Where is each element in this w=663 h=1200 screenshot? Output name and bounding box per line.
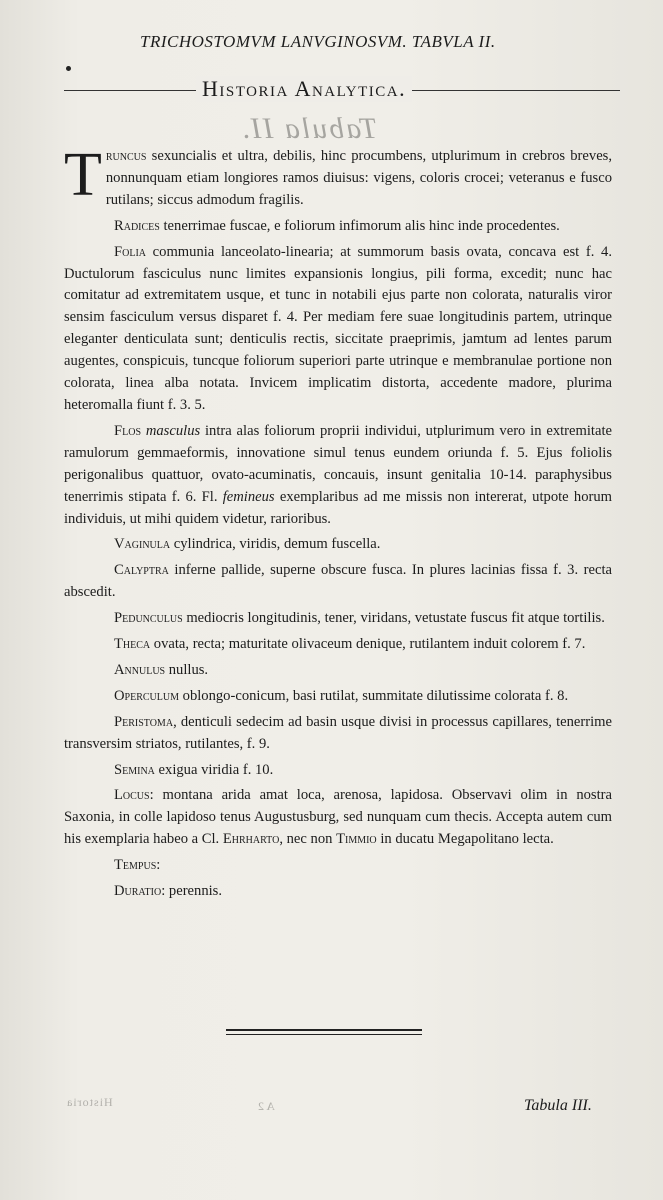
paragraph-text: mediocris longitudinis, tener, viridans, vetustate fuscus fit atque tortilis. [182, 610, 605, 627]
paragraph-head: Vaginula [114, 536, 171, 553]
drop-cap: T [64, 141, 102, 209]
paragraph-head: runcus [105, 148, 147, 164]
running-head: TRICHOSTOMVM LANVGINOSVM. TABVLA II. [140, 32, 496, 51]
bleed-through-footer: Historia [66, 1095, 113, 1109]
section-title: Historia Analytica. [196, 76, 412, 102]
paragraph-text: ovata, recta; maturitate olivaceum denique, rutilantem induit colorem f. 7. [150, 636, 586, 653]
rule-line-thick [226, 1029, 422, 1031]
paragraph-head: Annulus [114, 661, 166, 678]
paragraph-head: Flos [114, 422, 142, 439]
rule-line-thin [226, 1034, 422, 1035]
paragraph-head: Locus [114, 787, 150, 804]
bleed-through-text: Tabula II. [240, 112, 378, 145]
paragraph-head: Folia [114, 243, 146, 260]
paragraph-head: Radices [114, 217, 160, 234]
paragraph-text: communia lanceolato-linearia; at summorum basis ovata, concava est f. 4. Ductulorum fasciculus nunc limites expansionis longius, pili forma, excedit; nunc hac comitatur ad extremitatem usque, et tunc in notabili ejus parte non colorata, naturalis viror sensim fasciculum versus disparet f. 4. Per mediam fere suae longitudinis partem, utrinque eleganter denticulata sunt; denticulis rectis, siccitate praeprimis, jamtum ad lentes parum augentes, conspicuis, tuncque foliorum superiori parte utrinque e membranulae portione non colorata, linea alba notata. Invicem implicatim distorta, accedente madore, plurima heteromalla fiunt f. 3. 5. [64, 243, 612, 413]
paragraph-annulus [64, 660, 612, 682]
paragraph-head: Pedunculus [114, 610, 183, 627]
paragraph-head: Calyptra [114, 562, 169, 579]
paragraph-text: in ducatu Megapolitano lecta. [376, 831, 554, 848]
paragraph-text: , nec non [279, 831, 337, 848]
paragraph-locus [64, 785, 612, 851]
paragraph-semina [64, 760, 612, 782]
paragraph-text: exemplaribus ad me missis non intererat, utpote horum individuis, ut mihi quidem videtur, rarioribus. [64, 488, 612, 527]
paragraph-text: : montana arida amat loca, arenosa, lapidosa. Observavi olim in nostra Saxonia, in colle lapidoso tenus Augustusburg, sed nunquam cum thecis. Accepta autem cum his exemplaria habeo a Cl. [64, 787, 612, 848]
paragraph-head: Duratio [114, 883, 162, 900]
person-name: Ehrharto [222, 831, 280, 848]
paragraph-pedunculus [64, 608, 612, 630]
main-text [64, 141, 612, 907]
paragraph-text: sexuncialis et ultra, debilis, hinc procumbens, utplurimum in crebros breves, nonnunquam etiam longiores ramos diuisus: vigens, coloris crocei; veteranus e fusco rutilans; siccus admodum fragilis. [105, 148, 612, 208]
ornamental-rule [226, 1028, 422, 1038]
bleed-through-signature: A 2 [258, 1099, 276, 1113]
paragraph-peristoma [64, 712, 612, 756]
paragraph-text: inferne pallide, superne obscure fusca. In plures lacinias fissa f. 3. recta abscedit. [64, 562, 612, 601]
paragraph-tempus [64, 855, 612, 877]
paragraph-text: oblongo-conicum, basi rutilat, summitate dilutissime colorata f. 8. [179, 687, 569, 704]
paragraph-operculum [64, 686, 612, 708]
paragraph-head: Tempus [114, 857, 157, 874]
ink-mark [66, 66, 71, 71]
paragraph-vaginula [64, 534, 612, 556]
paragraph-duratio [64, 881, 612, 903]
paragraph-head: Peristoma [114, 713, 174, 730]
italic-term: femineus [222, 488, 275, 505]
paragraph-text: intra alas foliorum proprii individui, utplurimum vero in extremitate ramulorum gemmaeformis, innovatione simul tenus eundem oriunda f. 5. Ejus foliolis perigonalibus quattuor, ovato-acuminatis, concauis, insunt genitalia 10-14. paraphysibus tenerrimis stipata f. 6. Fl. [64, 422, 612, 505]
paragraph-head: Operculum [114, 687, 179, 704]
catchword: Tabula III. [524, 1097, 592, 1114]
paragraph-radices [64, 216, 612, 238]
paragraph-text: nullus. [165, 661, 209, 678]
paragraph-text: cylindrica, viridis, demum fuscella. [170, 536, 381, 553]
paragraph-text: : [156, 857, 161, 874]
paragraph-calyptra [64, 560, 612, 604]
paragraph-text: exigua viridia f. 10. [154, 761, 274, 778]
person-name: Timmio [336, 831, 377, 848]
paragraph-head: Theca [114, 636, 151, 653]
paragraph-flos [64, 421, 612, 531]
paragraph-folia [64, 242, 612, 417]
paragraph-theca [64, 634, 612, 656]
paragraph-text: , denticuli sedecim ad basin usque divisi in processus capillares, tenerrime transversim striatos, rutilantes, f. 9. [64, 713, 612, 752]
paragraph-truncus [64, 141, 612, 212]
paragraph-text: : perennis. [161, 883, 223, 900]
paragraph-head: Semina [114, 761, 155, 778]
paragraph-text: tenerrimae fuscae, e foliorum infimorum alis hinc inde procedentes. [159, 217, 560, 234]
italic-term: masculus [145, 422, 201, 439]
